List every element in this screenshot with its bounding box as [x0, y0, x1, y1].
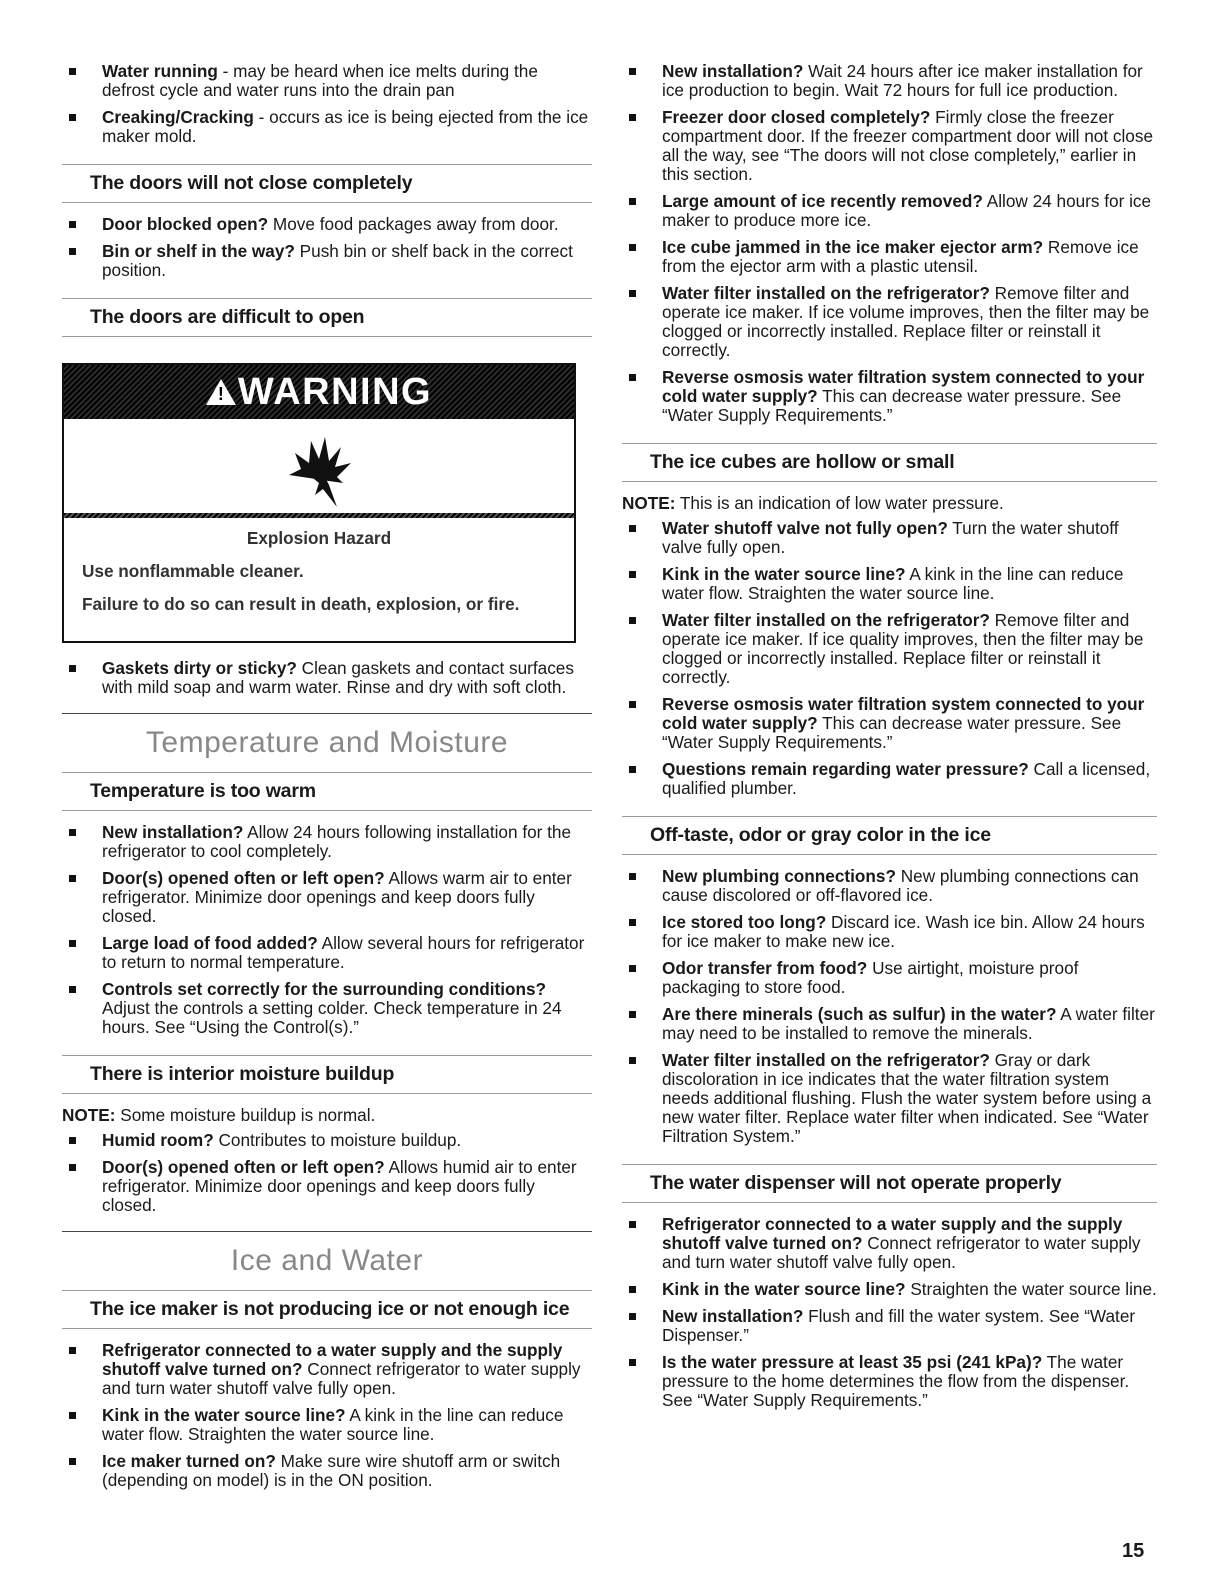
list-item: [62, 108, 592, 146]
item-term: Ice cube jammed in the ice maker ejector arm?: [662, 237, 1044, 257]
dispenser-list: [622, 1215, 1157, 1410]
warning-banner: [64, 365, 574, 419]
item-term: Large load of food added?: [102, 933, 318, 953]
item-term: Water shutoff valve not fully open?: [662, 518, 948, 538]
item-term: Kink in the water source line?: [662, 1279, 906, 1299]
list-item: [62, 934, 592, 972]
item-text: Remove filter and operate ice maker. If ice volume improves, then the filter may be clogged or incorrectly installed. Replace filter or reinstall it correctly.: [662, 283, 1150, 360]
list-item: [622, 519, 1157, 557]
item-term: New installation?: [102, 822, 244, 842]
warning-line1: Use nonflammable cleaner.: [82, 561, 304, 581]
list-item: [622, 913, 1157, 951]
item-term: Questions remain regarding water pressure?: [662, 759, 1029, 779]
item-text: Call a licensed, qualified plumber.: [662, 759, 1151, 798]
list-item: [622, 1051, 1157, 1146]
item-term: Reverse osmosis water filtration system connected to your cold water supply?: [662, 694, 1145, 733]
ice-maker-cont-list: [622, 62, 1157, 425]
list-item: [62, 1131, 592, 1150]
item-text: Allows humid air to enter refrigerator. Minimize door openings and keep doors fully closed.: [102, 1157, 577, 1215]
item-term: Odor transfer from food?: [662, 958, 868, 978]
item-text: Gray or dark discoloration in ice indicates that the water filtration system needs additional flushing. Flush the water system before using a new water filter. Replace water filter when indicated. See “Water Filtration System.”: [662, 1050, 1152, 1146]
item-text: Allows warm air to enter refrigerator. Minimize door openings and keep doors fully closed.: [102, 868, 572, 926]
item-term: Ice stored too long?: [662, 912, 827, 932]
list-item: [622, 284, 1157, 360]
right-column: [622, 62, 1157, 1418]
item-term: Water running: [102, 61, 218, 81]
item-text: Remove ice from the ejector arm with a plastic utensil.: [662, 237, 1139, 276]
list-item: [622, 695, 1157, 752]
list-item: [62, 980, 592, 1037]
hollow-list: [622, 519, 1157, 798]
item-text: Adjust the controls a setting colder. Check temperature in 24 hours. See “Using the Control(s).”: [102, 998, 562, 1037]
item-text: - occurs as ice is being ejected from the ice maker mold.: [102, 107, 589, 146]
doors-not-close-heading: The doors will not close completely: [62, 164, 592, 203]
list-item: [622, 760, 1157, 798]
list-item: [622, 1005, 1157, 1043]
item-text: Move food packages away from door.: [268, 214, 559, 234]
list-item: [622, 867, 1157, 905]
item-text: This can decrease water pressure. See “Water Supply Requirements.”: [662, 713, 1122, 752]
doors-difficult-heading: The doors are difficult to open: [62, 298, 592, 337]
warning-triangle-icon: !: [206, 379, 236, 405]
list-item: [62, 823, 592, 861]
item-term: Kink in the water source line?: [102, 1405, 346, 1425]
item-term: Creaking/Cracking: [102, 107, 254, 127]
list-item: [62, 215, 592, 234]
list-item: [622, 565, 1157, 603]
item-term: Water filter installed on the refrigerator?: [662, 1050, 990, 1070]
item-term: Freezer door closed completely?: [662, 107, 931, 127]
left-column: [62, 62, 592, 1498]
item-text: Allow several hours for refrigerator to return to normal temperature.: [102, 933, 585, 972]
hollow-heading: The ice cubes are hollow or small: [622, 443, 1157, 482]
warning-text: [64, 518, 574, 641]
item-term: Door blocked open?: [102, 214, 269, 234]
item-text: Wait 24 hours after ice maker installation for ice production to begin. Wait 72 hours for full ice production.: [662, 61, 1143, 100]
item-text: - may be heard when ice melts during the defrost cycle and water runs into the drain pan: [102, 61, 538, 100]
item-term: Bin or shelf in the way?: [102, 241, 295, 261]
moisture-note: NOTE: Some moisture buildup is normal.: [62, 1105, 376, 1125]
list-item: [622, 1280, 1157, 1299]
item-text: Allow 24 hours for ice maker to produce more ice.: [662, 191, 1152, 230]
list-item: [622, 959, 1157, 997]
item-text: A water filter may need to be installed to remove the minerals.: [662, 1004, 1155, 1043]
item-text: Use airtight, moisture proof packaging to store food.: [662, 958, 1079, 997]
list-item: [622, 368, 1157, 425]
item-term: Controls set correctly for the surrounding conditions?: [102, 979, 547, 999]
warning-hazard: Explosion Hazard: [246, 528, 392, 548]
item-text: Clean gaskets and contact surfaces with mild soap and warm water. Rinse and dry with soft cloth.: [102, 658, 574, 697]
list-item: [62, 242, 592, 280]
list-item: [62, 659, 592, 697]
item-text: Make sure wire shutoff arm or switch (depending on model) is in the ON position.: [102, 1451, 561, 1490]
list-item: [62, 1341, 592, 1398]
item-text: This can decrease water pressure. See “Water Supply Requirements.”: [662, 386, 1122, 425]
list-item: [62, 1406, 592, 1444]
list-item: [622, 1215, 1157, 1272]
ice-water-title: Ice and Water: [62, 1231, 592, 1291]
item-text: The water pressure to the home determines the flow from the dispenser. See “Water Supply Requirements.”: [662, 1352, 1130, 1410]
list-item: [622, 192, 1157, 230]
item-text: A kink in the line can reduce water flow. Straighten the water source line.: [102, 1405, 564, 1444]
item-term: Refrigerator connected to a water supply and the supply shutoff valve turned on?: [102, 1340, 563, 1379]
offtaste-heading: Off-taste, odor or gray color in the ice: [622, 816, 1157, 855]
moisture-heading: There is interior moisture buildup: [62, 1055, 592, 1094]
list-item: [622, 1307, 1157, 1345]
item-term: Ice maker turned on?: [102, 1451, 276, 1471]
warning-banner-text: WARNING: [237, 370, 433, 413]
too-warm-heading: Temperature is too warm: [62, 773, 592, 811]
item-text: Turn the water shutoff valve fully open.: [662, 518, 1119, 557]
item-term: Door(s) opened often or left open?: [102, 1157, 385, 1177]
list-item: [622, 108, 1157, 184]
item-text: Connect refrigerator to water supply and turn water shutoff valve fully open.: [102, 1359, 581, 1398]
hollow-note: NOTE: This is an indication of low water pressure.: [622, 493, 1004, 513]
not-producing-heading: The ice maker is not producing ice or not enough ice: [62, 1291, 592, 1329]
item-text: New plumbing connections can cause discolored or off-flavored ice.: [662, 866, 1139, 905]
list-item: [622, 238, 1157, 276]
item-term: Water filter installed on the refrigerator?: [662, 283, 990, 303]
item-term: Are there minerals (such as sulfur) in the water?: [662, 1004, 1057, 1024]
item-term: Is the water pressure at least 35 psi (241 kPa)?: [662, 1352, 1043, 1372]
item-term: Refrigerator connected to a water supply and the supply shutoff valve turned on?: [662, 1214, 1123, 1253]
moisture-list: [62, 1131, 592, 1215]
list-item: [622, 1353, 1157, 1410]
item-text: Straighten the water source line.: [905, 1279, 1157, 1299]
item-term: Water filter installed on the refrigerator?: [662, 610, 990, 630]
too-warm-list: [62, 823, 592, 1037]
item-text: Contributes to moisture buildup.: [213, 1130, 462, 1150]
item-term: Door(s) opened often or left open?: [102, 868, 385, 888]
offtaste-list: [622, 867, 1157, 1146]
item-text: Allow 24 hours following installation for the refrigerator to cool completely.: [102, 822, 572, 861]
list-item: [62, 62, 592, 100]
page-number: 15: [1122, 1540, 1145, 1562]
doors-not-close-list: [62, 215, 592, 280]
item-term: Gaskets dirty or sticky?: [102, 658, 297, 678]
list-item: [62, 1452, 592, 1490]
item-term: Humid room?: [102, 1130, 214, 1150]
explosion-icon: [64, 419, 574, 513]
item-term: New plumbing connections?: [662, 866, 896, 886]
not-producing-list: [62, 1341, 592, 1490]
item-text: Discard ice. Wash ice bin. Allow 24 hours for ice maker to make new ice.: [662, 912, 1145, 951]
dispenser-heading: The water dispenser will not operate properly: [622, 1164, 1157, 1203]
gasket-list: [62, 659, 592, 697]
item-text: A kink in the line can reduce water flow. Straighten the water source line.: [662, 564, 1124, 603]
item-term: Kink in the water source line?: [662, 564, 906, 584]
item-term: Reverse osmosis water filtration system connected to your cold water supply?: [662, 367, 1145, 406]
list-item: [622, 62, 1157, 100]
temperature-moisture-title: Temperature and Moisture: [62, 713, 592, 773]
item-text: Flush and fill the water system. See “Water Dispenser.”: [662, 1306, 1136, 1345]
warning-line2: Failure to do so can result in death, explosion, or fire.: [82, 594, 520, 614]
warning-box: [62, 363, 576, 643]
item-text: Connect refrigerator to water supply and turn water shutoff valve fully open.: [662, 1233, 1141, 1272]
item-term: New installation?: [662, 1306, 804, 1326]
item-term: Large amount of ice recently removed?: [662, 191, 983, 211]
list-item: [62, 1158, 592, 1215]
item-text: Remove filter and operate ice maker. If ice quality improves, then the filter may be clogged or incorrectly installed. Replace filter or reinstall it correctly.: [662, 610, 1144, 687]
item-term: New installation?: [662, 61, 804, 81]
list-item: [622, 611, 1157, 687]
intro-list: [62, 62, 592, 146]
item-text: Push bin or shelf back in the correct position.: [102, 241, 573, 280]
item-text: Firmly close the freezer compartment door. If the freezer compartment door will not close all the way, see “The doors will not close completely,” earlier in this section.: [662, 107, 1154, 184]
list-item: [62, 869, 592, 926]
